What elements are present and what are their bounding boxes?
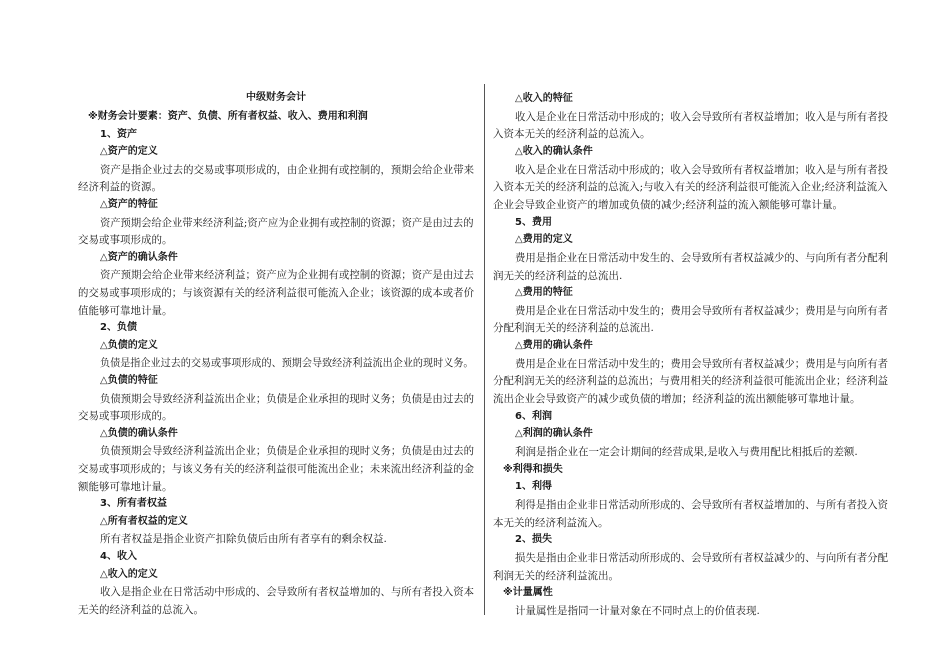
heading-line: ※利得和损失: [503, 463, 563, 475]
heading-line: △负债的定义: [100, 339, 158, 351]
heading-line: △收入的特征: [515, 93, 573, 104]
paragraph-line: 资产预期会给企业带来经济利益；资产应为企业拥有或控制的资源；资产是由过去: [100, 269, 474, 282]
paragraph-line: 负债预期会导致经济利益流出企业；负债是企业承担的现时义务；负债是由过去的: [100, 392, 474, 405]
column-divider: [484, 84, 485, 615]
heading-line: △费用的特征: [515, 287, 573, 299]
paragraph-line: 经济利益的资源。: [78, 181, 162, 194]
paragraph-line: 分配利润无关的经济利益的总流出.: [493, 322, 654, 335]
heading-line: 1、利得: [515, 481, 552, 493]
paragraph-line: 交易或事项形成的。: [78, 234, 173, 247]
paragraph-line: 入资本无关的经济利益的总流入。: [493, 128, 651, 141]
paragraph-line: 本无关的经济利益流入。: [493, 516, 609, 529]
heading-line: △资产的确认条件: [100, 251, 178, 263]
heading-line: △所有者权益的定义: [100, 515, 188, 527]
paragraph-line: 企业会导致企业资产的增加或负债的减少;经济利益的流入额能够可靠计量。: [493, 198, 844, 211]
heading-line: △收入的确认条件: [515, 145, 593, 157]
heading-line: △资产的定义: [100, 146, 158, 158]
paragraph-line: 无关的经济利益的总流入。: [78, 603, 204, 616]
heading-line: △负债的确认条件: [100, 427, 178, 439]
heading-line: △费用的确认条件: [515, 340, 593, 352]
paragraph-line: 利润无关的经济利益流出。: [493, 569, 619, 582]
paragraph-line: 费用是企业在日常活动中发生的；费用会导致所有者权益减少；费用是与向所有者: [515, 304, 889, 317]
heading-line: 5、费用: [515, 216, 552, 228]
document-title: 中级财务会计: [246, 92, 306, 103]
paragraph-line: 费用是指企业在日常活动中发生的、会导致所有者权益减少的、与向所有者分配利: [515, 251, 889, 264]
heading-line: ※计量属性: [503, 587, 553, 599]
heading-line: △利润的确认条件: [515, 428, 593, 440]
paragraph-line: 资产预期会给企业带来经济利益;资产应为企业拥有或控制的资源；资产是由过去的: [100, 216, 474, 229]
paragraph-line: 收入是企业在日常活动中形成的；收入会导致所有者权益增加；收入是与所有者投: [515, 163, 889, 176]
heading-line: 6、利润: [515, 410, 552, 422]
paragraph-line: 资产是指企业过去的交易或事项形成的，由企业拥有或控制的，预期会给企业带来: [100, 163, 474, 176]
paragraph-line: 计量属性是指同一计量对象在不同时点上的价值表现.: [515, 604, 760, 617]
heading-line: 4、收入: [100, 551, 137, 562]
paragraph-line: 额能够可靠地计量。: [78, 480, 173, 493]
heading-line: ※财务会计要素：资产、负债、所有者权益、收入、费用和利润: [88, 111, 368, 122]
heading-line: 1、资产: [100, 128, 137, 140]
heading-line: △负债的特征: [100, 375, 158, 386]
paragraph-line: 交易或事项形成的；与该义务有关的经济利益很可能流出企业；未来流出经济利益的金: [78, 463, 475, 475]
heading-line: 2、损失: [515, 534, 552, 546]
paragraph-line: 负债预期会导致经济利益流出企业；负债是企业承担的现时义务；负债是由过去的: [100, 445, 474, 458]
paragraph-line: 利得是指由企业非日常活动所形成的、会导致所有者权益增加的、与所有者投入资: [515, 498, 889, 511]
paragraph-line: 损失是指由企业非日常活动所形成的、会导致所有者权益减少的、与向所有者分配: [515, 551, 889, 564]
paragraph-line: 润无关的经济利益的总流出.: [493, 269, 623, 282]
paragraph-line: 负债是指企业过去的交易或事项形成的、预期会导致经济利益流出企业的现时义务。: [100, 357, 474, 370]
paragraph-line: 入资本无关的经济利益的总流入;与收入有关的经济利益很可能流入企业;经济利益流入: [493, 181, 888, 194]
paragraph-line: 的交易或事项形成的；与该资源有关的经济利益很可能流入企业；该资源的成本或者价: [78, 287, 475, 299]
paragraph-line: 流出企业会导致资产的减少或负债的增加；经济利益的流出额能够可靠地计量。: [493, 393, 861, 406]
heading-line: 3、所有者权益: [100, 498, 167, 510]
heading-line: 2、负债: [100, 322, 137, 334]
paragraph-line: 值能够可靠地计量。: [78, 304, 173, 317]
paragraph-line: 收入是指企业在日常活动中形成的、会导致所有者权益增加的、与所有者投入资本: [100, 586, 474, 599]
paragraph-line: 所有者权益是指企业资产扣除负债后由所有者享有的剩余权益.: [100, 533, 387, 546]
heading-line: △费用的定义: [515, 234, 573, 246]
paragraph-line: 分配利润无关的经济利益的总流出；与费用相关的经济利益很可能流出企业；经济利益: [493, 375, 889, 388]
paragraph-line: 利润是指企业在一定会计期间的经营成果,是收入与费用配比相抵后的差额.: [515, 446, 858, 458]
heading-line: △收入的定义: [100, 568, 158, 580]
heading-line: △资产的特征: [100, 199, 158, 210]
paragraph-line: 交易或事项形成的。: [78, 410, 173, 423]
paragraph-line: 费用是企业在日常活动中发生的；费用会导致所有者权益减少；费用是与向所有者: [515, 357, 889, 370]
paragraph-line: 收入是企业在日常活动中形成的；收入会导致所有者权益增加；收入是与所有者投: [515, 110, 889, 123]
